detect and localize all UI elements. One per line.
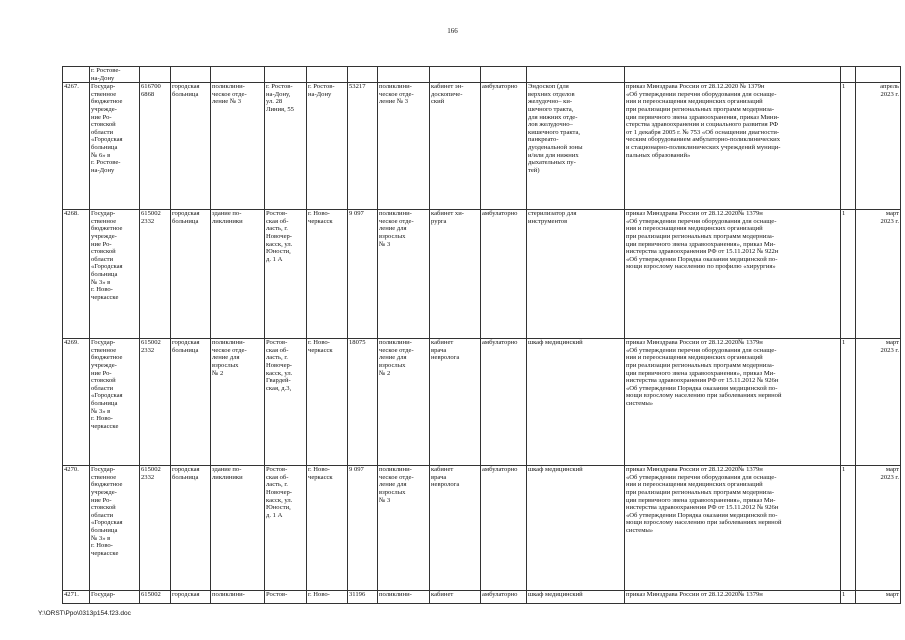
table-cell <box>481 67 527 83</box>
institution-cell: Государ- ственное бюджетное учрежде- ние Ро- стовской области «Городская больница № 3» в г. Ново- черкасске <box>90 210 140 339</box>
oktmo-cell: 18075 <box>348 339 378 466</box>
table-row <box>63 339 901 466</box>
room-cell: кабинет эн- доскопиче- ский <box>430 83 481 210</box>
equipment-cell: шкаф медицинский <box>527 591 625 604</box>
city-cell: г. Ново- черкасск <box>307 339 348 466</box>
address-cell: Ростов- ская об- ласть, г. Новочер- касск, ул. Юности, д. 1 А <box>265 210 307 339</box>
city-cell: г. Ново- черкасск <box>307 210 348 339</box>
table-cell <box>307 67 348 83</box>
basis-cell: приказ Минздрава России от 28.12.2020№ 1379н «Об утверждении перечня оборудования для оснаще- ния и переоснащения медицинских организаций при реализации региональных программ модерниза- ции первичного звена здравоохранения», приказ Ми- нистерства здравоохранения РФ от 15.11.2012 № 926н «Об утверждении Порядка оказания медицинской по- мощи взрослому населению при заболеваниях нервной системы» <box>625 466 841 591</box>
care-cell: амбулаторно <box>481 83 527 210</box>
institution-cell: Государ- ственное бюджетное учрежде- ние Ро- стовской области «Городская больница № 3» в г. Ново- черкасске <box>90 466 140 591</box>
row-number: 4269. <box>63 339 90 466</box>
care-cell: амбулаторно <box>481 339 527 466</box>
row-number: 4267. <box>63 83 90 210</box>
row-number: 4271. <box>63 591 90 604</box>
unit-cell: поликлини- ческое отде- ление № 3 <box>211 83 265 210</box>
unit-cell: поликлини- <box>211 591 265 604</box>
table-cell <box>63 67 90 83</box>
basis-cell: приказ Минздрава России от 28.12.2020№ 1379н <box>625 591 841 604</box>
address-cell: Ростов- ская об- ласть, г. Новочер- касск, ул. Гвардей- ская, д.3, <box>265 339 307 466</box>
room-cell: кабинет врача невролога <box>430 466 481 591</box>
department-cell: поликлини- ческое отде- ление для взрослых № 3 <box>378 466 430 591</box>
department-cell: поликлини- <box>378 591 430 604</box>
unit-cell: здание по- ликлиники <box>211 210 265 339</box>
qty-cell: 1 <box>841 83 856 210</box>
table-cell <box>140 67 171 83</box>
oktmo-cell: 31196 <box>348 591 378 604</box>
table-cell <box>171 67 211 83</box>
row-number: 4270. <box>63 466 90 591</box>
unit-cell: поликлини- ческое отде- ление для взрослых № 2 <box>211 339 265 466</box>
basis-cell: приказ Минздрава России от 28.12.2020№ 1379н «Об утверждении перечня оборудования для оснаще- ния и переоснащения медицинских организаций при реализации региональных программ модерниза- ции первичного звена здравоохранения», приказ Ми- нистерства здравоохранения РФ от 15.11.2012 № 922н «Об утверждении Порядка оказания медицинской по- мощи взрослому населению по профилю «хирургия» <box>625 210 841 339</box>
type-cell: городская <box>171 591 211 604</box>
address-cell: Ростов- <box>265 591 307 604</box>
room-cell: кабинет врача невролога <box>430 339 481 466</box>
department-cell: поликлини- ческое отде- ление для взрослых № 2 <box>378 339 430 466</box>
address-cell: г. Ростов- на-Дону, ул. 28 Линия, 55 <box>265 83 307 210</box>
table-row <box>63 210 901 339</box>
code-cell: 615002 2332 <box>140 339 171 466</box>
institution-cell: Государ- ственное бюджетное учрежде- ние Ро- стовской области «Городская больница № 3» в г. Ново- черкасске <box>90 339 140 466</box>
city-cell: г. Ново- <box>307 591 348 604</box>
table-cell <box>378 67 430 83</box>
institution-cell: Государ- ственное бюджетное учрежде- ние Ро- стовской области «Городская больница № 6» в г. Ростове- на-Дону <box>90 83 140 210</box>
oktmo-cell: 9 097 <box>348 210 378 339</box>
equipment-cell: шкаф медицинский <box>527 339 625 466</box>
table-row <box>63 466 901 591</box>
deadline-cell: март 2023 г. <box>856 210 901 339</box>
care-cell: амбулаторно <box>481 466 527 591</box>
deadline-cell: март <box>856 591 901 604</box>
code-cell: 615002 2332 <box>140 466 171 591</box>
equipment-cell: шкаф медицинский <box>527 466 625 591</box>
row-number: 4268. <box>63 210 90 339</box>
basis-cell: приказ Минздрава России от 28.12.2020 № 1379н «Об утверждении перечня оборудования для оснаще- ния и переоснащения медицинских организаций при реализации региональных программ модерниза- ции первичного звена здравоохранения, приказ Мини- стерства здравоохранения и социального развития РФ от 1 декабря 2005 г. № 753 «Об оснащении диагности- ческим оборудованием амбулаторно-поликлинических и стационарно-поликлинических учреждений муници- пальных образований» <box>625 83 841 210</box>
table-cell <box>348 67 378 83</box>
type-cell: городская больница <box>171 466 211 591</box>
deadline-cell: март 2023 г. <box>856 339 901 466</box>
deadline-cell: апрель 2023 г. <box>856 83 901 210</box>
type-cell: городская больница <box>171 339 211 466</box>
room-cell: кабинет хи- рурга <box>430 210 481 339</box>
table-row-continuation <box>63 67 901 83</box>
basis-cell: приказ Минздрава России от 28.12.2020№ 1379н «Об утверждении перечня оборудования для оснаще- ния и переоснащения медицинских организаций при реализации региональных программ модерниза- ции первичного звена здравоохранения», приказ Ми- нистерства здравоохранения РФ от 15.11.2012 № 926н «Об утверждении Порядка оказания медицинской по- мощи взрослому населению при заболеваниях нервной системы» <box>625 339 841 466</box>
type-cell: городская больница <box>171 83 211 210</box>
unit-cell: здание по- ликлиники <box>211 466 265 591</box>
oktmo-cell: 53217 <box>348 83 378 210</box>
qty-cell: 1 <box>841 466 856 591</box>
care-cell: амбулаторно <box>481 210 527 339</box>
address-cell: Ростов- ская об- ласть, г. Новочер- касск, ул. Юности, д. 1 А <box>265 466 307 591</box>
table-cell: г. Ростове- на-Дону <box>90 67 140 83</box>
code-cell: 615002 <box>140 591 171 604</box>
city-cell: г. Ново- черкасск <box>307 466 348 591</box>
table-cell <box>841 67 856 83</box>
code-cell: 615002 2332 <box>140 210 171 339</box>
table-cell <box>856 67 901 83</box>
file-path-footer: Y:\ORST\Ppo\0313p154.f23.doc <box>38 610 131 617</box>
oktmo-cell: 9 097 <box>348 466 378 591</box>
table-cell <box>527 67 625 83</box>
equipment-table <box>62 66 901 604</box>
equipment-cell: Эндоскоп (для верхних отделов желудочно– ки- шечного тракта, для нижних отде- лов желудочно– кишечного тракта, панкреато- дуоденальной зоны и/или для нижних дыхательных пу- тей) <box>527 83 625 210</box>
qty-cell: 1 <box>841 339 856 466</box>
care-cell: амбулаторно <box>481 591 527 604</box>
room-cell: кабинет <box>430 591 481 604</box>
qty-cell: 1 <box>841 210 856 339</box>
table-row <box>63 591 901 604</box>
qty-cell: 1 <box>841 591 856 604</box>
table-cell <box>265 67 307 83</box>
type-cell: городская больница <box>171 210 211 339</box>
department-cell: поликлини- ческое отде- ление для взрослых № 3 <box>378 210 430 339</box>
table-cell <box>430 67 481 83</box>
table-row <box>63 83 901 210</box>
page-number: 166 <box>447 27 458 35</box>
deadline-cell: март 2023 г. <box>856 466 901 591</box>
equipment-cell: стерилизатор для инструментов <box>527 210 625 339</box>
table-cell <box>625 67 841 83</box>
department-cell: поликлини- ческое отде- ление № 3 <box>378 83 430 210</box>
code-cell: 616700 6868 <box>140 83 171 210</box>
city-cell: г. Ростов- на-Дону <box>307 83 348 210</box>
table-cell <box>211 67 265 83</box>
institution-cell: Государ- <box>90 591 140 604</box>
